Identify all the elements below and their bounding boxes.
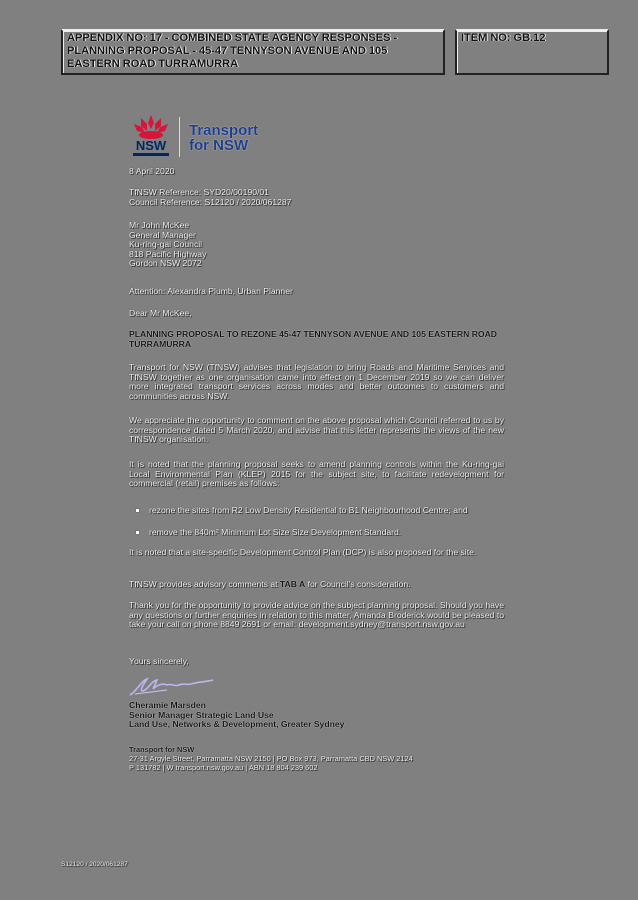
recipient-suburb: Gordon NSW 2072 [129,258,202,269]
salutation: Dear Mr McKee, [129,308,192,318]
letter-date: 8 April 2020 [129,166,175,176]
nsw-waratah-icon [128,113,174,159]
advisory-prefix: TfNSW provides advisory comments at [129,579,280,589]
amendment-list [129,506,504,549]
signature-icon [127,673,217,699]
appendix-header-box [61,29,445,75]
svg-text:NSW: NSW [135,138,167,153]
advisory-suffix: for Council's consideration. [305,579,411,589]
paragraph-3: It is noted that the planning proposal seeks to amend planning controls within the Ku-ring-gai Local Environmental Plan (KLEP) 2015 for the subject site, to facilitate redevelopment for commercial (retail) premises as follows: [129,459,504,489]
signatory-name: Cheramie Marsden [129,700,206,710]
agency-name [189,123,258,153]
attention-line: Attention: Alexandra Plumb, Urban Planner [129,286,293,296]
recipient-name: Mr John McKee [129,220,190,230]
appendix-title: APPENDIX NO: 17 - COMBINED STATE AGENCY RESPONSES - PLANNING PROPOSAL - 45-47 TENNYSON AVENUE AND 105 EASTERN ROAD TURRAMURRA [67,32,398,70]
tfnsw-reference: TfNSW Reference: SYD20/00190/01 [129,187,269,197]
logo-divider [179,117,180,157]
footer-address: 27-31 Argyle Street, Parramatta NSW 2150 | PO Box 973, Parramatta CBD NSW 2124 [129,754,413,763]
agency-name-line1: Transport [189,122,259,139]
recipient-organisation: Ku-ring-gai Council [129,239,203,250]
dcp-paragraph: It is noted that a site-specific Development Control Plan (DCP) is also proposed for the site. [129,547,477,557]
tab-a-reference: TAB A [279,579,306,589]
closing-paragraph: Thank you for the opportunity to provide advice on the subject planning proposal. Should you have any questions or further enquiries in relation to this matter, Amanda Broderick would be pleased to take your call on phone 8849 2691 or email: development.sydney@transport.nsw.gov.au [129,600,504,630]
agency-name-line2: for NSW [189,137,249,154]
signatory-division: Land Use, Networks & Development, Greater Sydney [129,719,345,730]
signatory-title: Senior Manager Strategic Land Use [129,709,274,720]
paragraph-1: Transport for NSW (TfNSW) advises that legislation to bring Roads and Maritime Services and TfNSW together as one organisation came into effect on 1 December 2019 so we can deliver more integrated transport services across modes and better outcomes to customers and communities across NSW. [129,362,504,401]
footer-agency: Transport for NSW [129,745,195,754]
document-reference: S12120 / 2020/061287 [61,861,128,868]
list-item: rezone the sites from R2 Low Density Residential to B1 Neighbourhood Centre; and [129,506,504,516]
transport-for-nsw-logo [128,113,278,161]
letter-footer [129,745,413,772]
item-number: ITEM NO: GB.12 [461,32,546,44]
council-reference: Council Reference: S12120 / 2020/061287 [129,197,292,207]
advisory-paragraph [129,580,504,590]
paragraph-2: We appreciate the opportunity to comment on the above proposal which Council referred to us by correspondence dated 5 March 2020, and advise that this letter represents the views of the new TfNSW organisation. [129,415,504,445]
recipient-street: 818 Pacific Highway [129,248,207,259]
signatory-block [129,701,344,730]
item-number-box [455,29,609,75]
recipient-address [129,221,206,269]
recipient-title: General Manager [129,229,196,240]
letter-subject: PLANNING PROPOSAL TO REZONE 45-47 TENNYSON AVENUE AND 105 EASTERN ROAD TURRAMURRA [129,329,498,349]
list-item: remove the 840m² Minimum Lot Size Size Development Standard. [129,528,504,538]
sign-off: Yours sincerely, [129,656,189,666]
footer-contact: P 131782 | W transport.nsw.gov.au | ABN 18 804 239 602 [129,763,318,772]
